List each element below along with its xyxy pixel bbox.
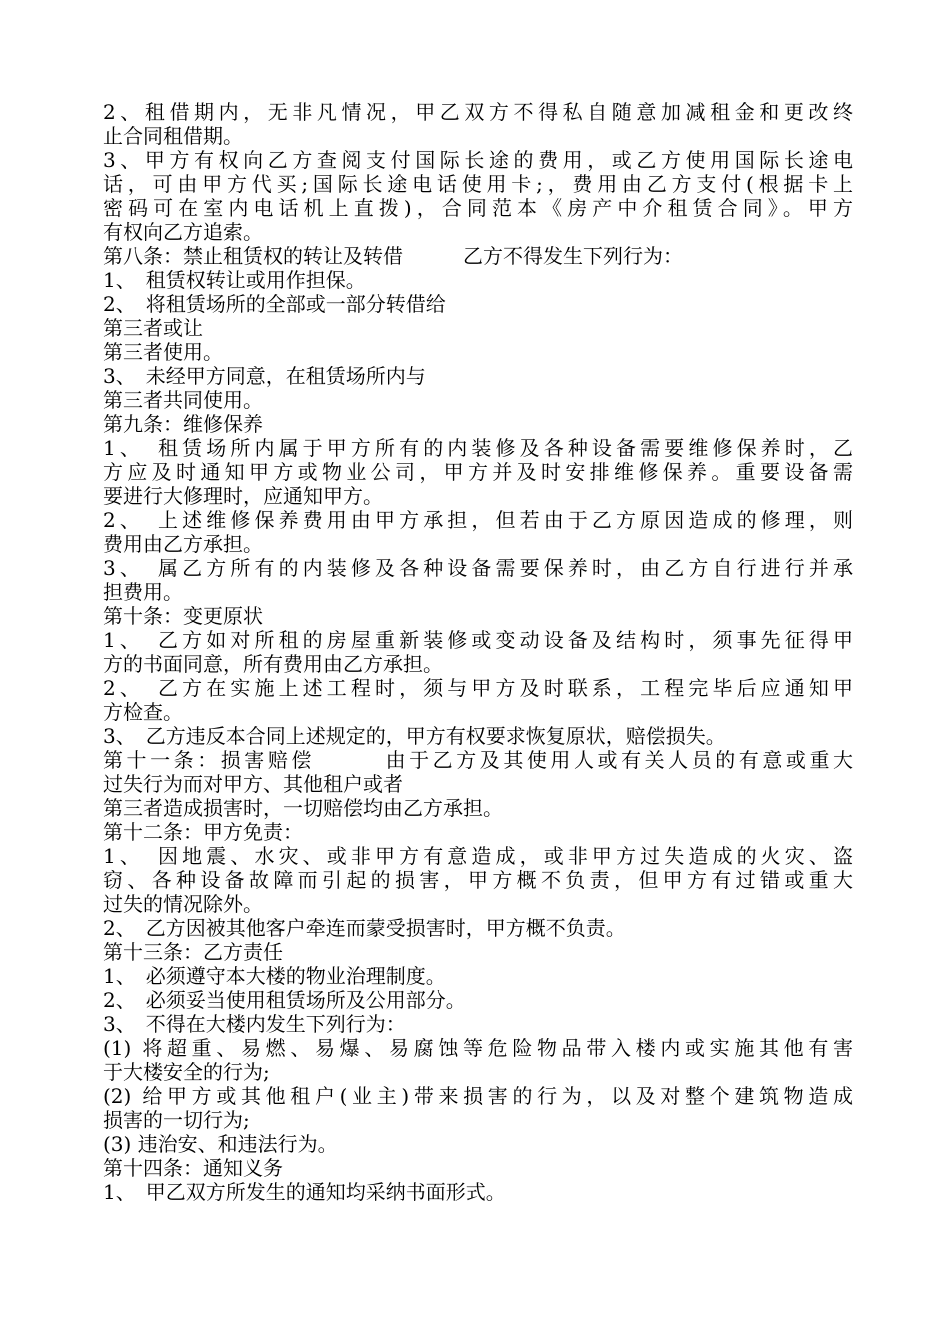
- text-line: 方的书面同意，所有费用由乙方承担。: [103, 652, 443, 676]
- text-line: 3、 属乙方所有的内装修及各种设备需要保养时，由乙方自行进行并承: [103, 556, 853, 580]
- text-line: (1) 将超重、易燃、易爆、易腐蚀等危险物品带入楼内或实施其他有害: [103, 1036, 853, 1060]
- text-line: 2、 乙方因被其他客户牵连而蒙受损害时，甲方概不负责。: [103, 916, 626, 940]
- text-line: 1、 租赁权转让或用作担保。: [103, 268, 366, 292]
- text-line: 3、 未经甲方同意，在租赁场所内与: [103, 364, 426, 388]
- text-line: 过失行为而对甲方、其他租户或者: [103, 772, 403, 796]
- article-heading: 第十二条：甲方免责：: [103, 820, 303, 844]
- text-line: 第三者共同使用。: [103, 388, 263, 412]
- text-line: 密码可在室内电话机上直拨)，合同范本《房产中介租赁合同》。甲方: [103, 196, 853, 220]
- text-line: 2、 必须妥当使用租赁场所及公用部分。: [103, 988, 466, 1012]
- text-line: 方检查。: [103, 700, 183, 724]
- text-line: 1、 因地震、水灾、或非甲方有意造成，或非甲方过失造成的火灾、盗: [103, 844, 853, 868]
- text-line: 2、租借期内，无非凡情况，甲乙双方不得私自随意加减租金和更改终: [103, 100, 853, 124]
- text-line: 担费用。: [103, 580, 183, 604]
- text-line: 第三者使用。: [103, 340, 223, 364]
- article-heading: 第十一条：损害赔偿 由于乙方及其使用人或有关人员的有意或重大: [103, 748, 853, 772]
- text-line: 窃、各种设备故障而引起的损害，甲方概不负责，但甲方有过错或重大: [103, 868, 853, 892]
- text-line: 要进行大修理时，应通知甲方。: [103, 484, 383, 508]
- text-line: 2、 将租赁场所的全部或一部分转借给: [103, 292, 446, 316]
- text-line: (2) 给甲方或其他租户(业主)带来损害的行为，以及对整个建筑物造成: [103, 1084, 853, 1108]
- text-line: 1、 必须遵守本大楼的物业治理制度。: [103, 964, 446, 988]
- article-heading: 第十四条：通知义务: [103, 1156, 283, 1180]
- article-heading: 第十三条：乙方责任: [103, 940, 283, 964]
- text-line: 话，可由甲方代买;国际长途电话使用卡;，费用由乙方支付(根据卡上: [103, 172, 853, 196]
- article-heading: 第九条：维修保养: [103, 412, 263, 436]
- text-line: 2、 上述维修保养费用由甲方承担，但若由于乙方原因造成的修理，则: [103, 508, 853, 532]
- text-line: 3、甲方有权向乙方查阅支付国际长途的费用，或乙方使用国际长途电: [103, 148, 853, 172]
- text-line: 费用由乙方承担。: [103, 532, 263, 556]
- document-page: [103, 100, 853, 1204]
- text-line: 于大楼安全的行为;: [103, 1060, 270, 1084]
- article-heading: 第十条：变更原状: [103, 604, 263, 628]
- text-line: 3、 乙方违反本合同上述规定的，甲方有权要求恢复原状，赔偿损失。: [103, 724, 726, 748]
- text-line: 1、 租赁场所内属于甲方所有的内装修及各种设备需要维修保养时，乙: [103, 436, 853, 460]
- text-line: 3、 不得在大楼内发生下列行为：: [103, 1012, 406, 1036]
- article-heading: 第八条：禁止租赁权的转让及转借 乙方不得发生下列行为：: [103, 244, 683, 268]
- text-line: 第三者造成损害时，一切赔偿均由乙方承担。: [103, 796, 503, 820]
- text-line: 过失的情况除外。: [103, 892, 263, 916]
- text-line: (3) 违治安、和违法行为。: [103, 1132, 338, 1156]
- text-line: 1、 乙方如对所租的房屋重新装修或变动设备及结构时，须事先征得甲: [103, 628, 853, 652]
- text-line: 第三者或让: [103, 316, 203, 340]
- text-line: 2、 乙方在实施上述工程时，须与甲方及时联系，工程完毕后应通知甲: [103, 676, 853, 700]
- text-line: 有权向乙方追索。: [103, 220, 263, 244]
- text-line: 方应及时通知甲方或物业公司，甲方并及时安排维修保养。重要设备需: [103, 460, 853, 484]
- text-line: 损害的一切行为;: [103, 1108, 250, 1132]
- text-line: 1、 甲乙双方所发生的通知均采纳书面形式。: [103, 1180, 506, 1204]
- text-line: 止合同租借期。: [103, 124, 243, 148]
